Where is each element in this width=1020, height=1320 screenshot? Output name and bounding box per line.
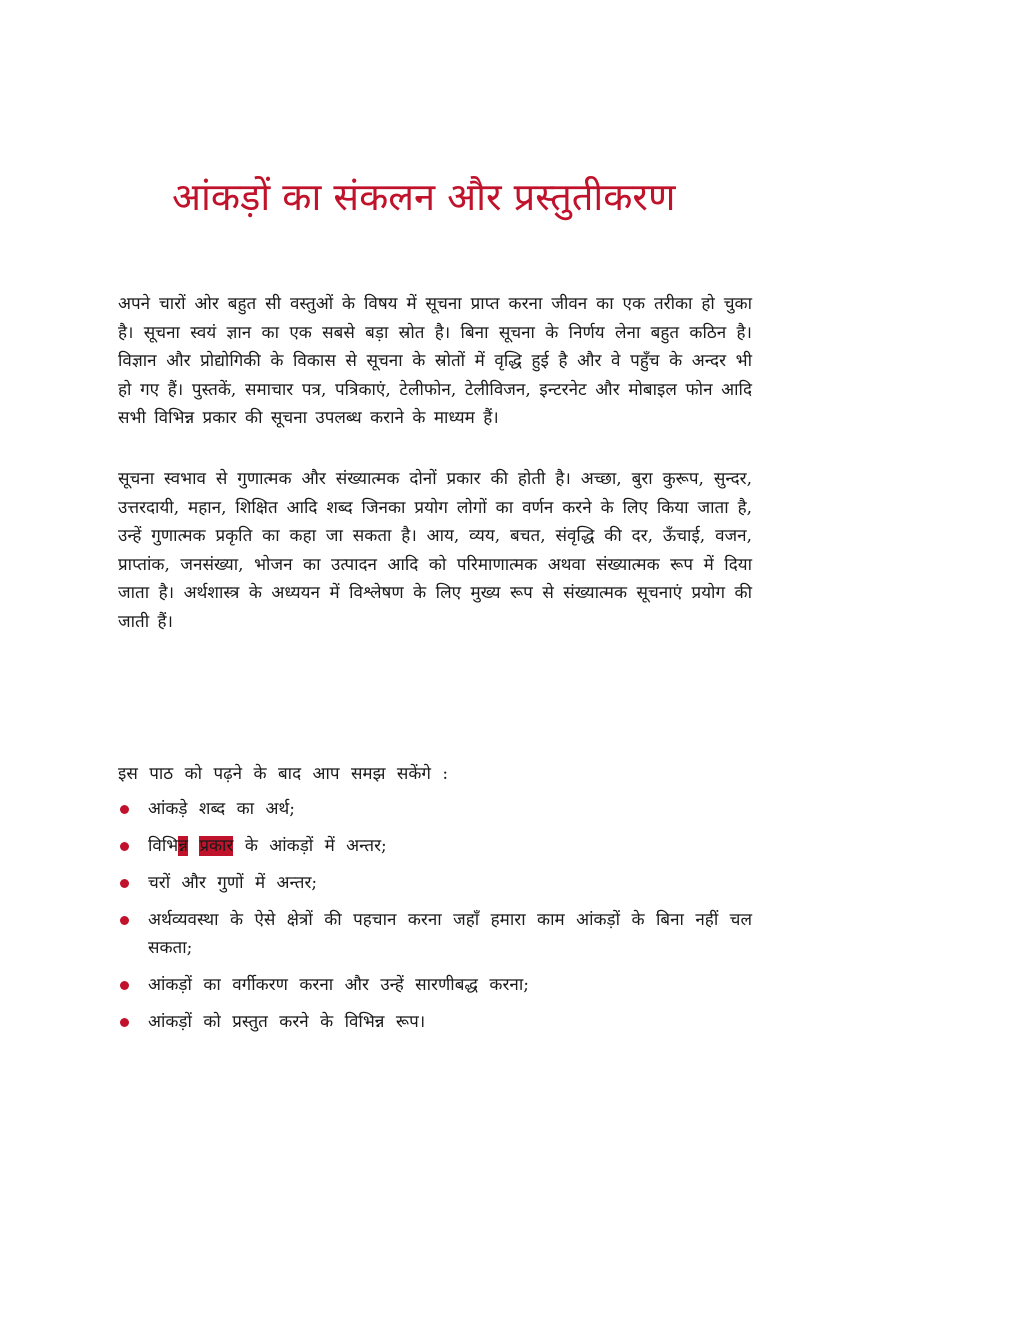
objective-text: आंकड़ों को प्रस्तुत करने के विभिन्न रूप। — [148, 1012, 426, 1032]
objective-item — [118, 869, 752, 897]
objective-item — [118, 832, 752, 860]
bullet-icon — [120, 879, 129, 888]
objective-text-space — [188, 836, 199, 856]
objectives-heading: इस पाठ को पढ़ने के बाद आप समझ सकेंगे : — [118, 764, 449, 784]
highlighted-text: न्न — [178, 836, 188, 856]
objective-text: आंकड़ों का वर्गीकरण करना और उन्हें सारणीबद्ध करना; — [148, 975, 529, 995]
bullet-icon — [120, 805, 129, 814]
bullet-icon — [120, 916, 129, 925]
objective-item — [118, 1008, 752, 1036]
intro-paragraph-2: सूचना स्वभाव से गुणात्मक और संख्यात्मक दोनों प्रकार की होती है। अच्छा, बुरा कुरूप, सुन्दर, उत्तरदायी, महान, शिक्षित आदि शब्द जिनका प्रयोग लोगों का वर्णन करने के लिए किया जाता है, उन्हें गुणात्मक प्रकृति का कहा जा सकता है। आय, व्यय, बचत, संवृद्धि की दर, ऊँचाई, वजन, प्राप्तांक, जनसंख्या, भोजन का उत्पादन आदि को परिमाणात्मक अथवा संख्यात्मक रूप में दिया जाता है। अर्थशास्त्र के अध्ययन में विश्लेषण के लिए मुख्य रूप से संख्यात्मक सूचनाएं प्रयोग की जाती हैं। — [118, 469, 752, 632]
objective-item — [118, 906, 752, 962]
bullet-icon — [120, 981, 129, 990]
objective-text-prefix: विभि — [148, 836, 179, 856]
objective-item — [118, 795, 752, 823]
highlighted-text: प्रकार — [199, 836, 234, 856]
intro-paragraph-1: अपने चारों ओर बहुत सी वस्तुओं के विषय में सूचना प्राप्त करना जीवन का एक तरीका हो चुका है। सूचना स्वयं ज्ञान का एक सबसे बड़ा स्रोत है। बिना सूचना के निर्णय लेना बहुत कठिन है। विज्ञान और प्रोद्योगिकी के विकास से सूचना के स्रोतों में वृद्धि हुई है और वे पहुँच के अन्दर भी हो गए हैं। पुस्तकें, समाचार पत्र, पत्रिकाएं, टेलीफोन, टेलीविजन, इन्टरनेट और मोबाइल फोन आदि सभी विभिन्न प्रकार की सूचना उपलब्ध कराने के माध्यम हैं। — [118, 294, 752, 428]
objective-text: अर्थव्यवस्था के ऐसे क्षेत्रों की पहचान करना जहाँ हमारा काम आंकड़ों के बिना नहीं चल सकता; — [148, 910, 752, 958]
objective-text-suffix: के आंकड़ों में अन्तर; — [233, 836, 387, 856]
bullet-icon — [120, 1018, 129, 1027]
page-title: आंकड़ों का संकलन और प्रस्तुतीकरण — [172, 175, 676, 219]
bullet-icon — [120, 842, 129, 851]
objective-text: आंकड़े शब्द का अर्थ; — [148, 799, 296, 819]
objectives-list — [118, 795, 752, 1045]
objective-item — [118, 971, 752, 999]
objective-text: चरों और गुणों में अन्तर; — [148, 873, 318, 893]
